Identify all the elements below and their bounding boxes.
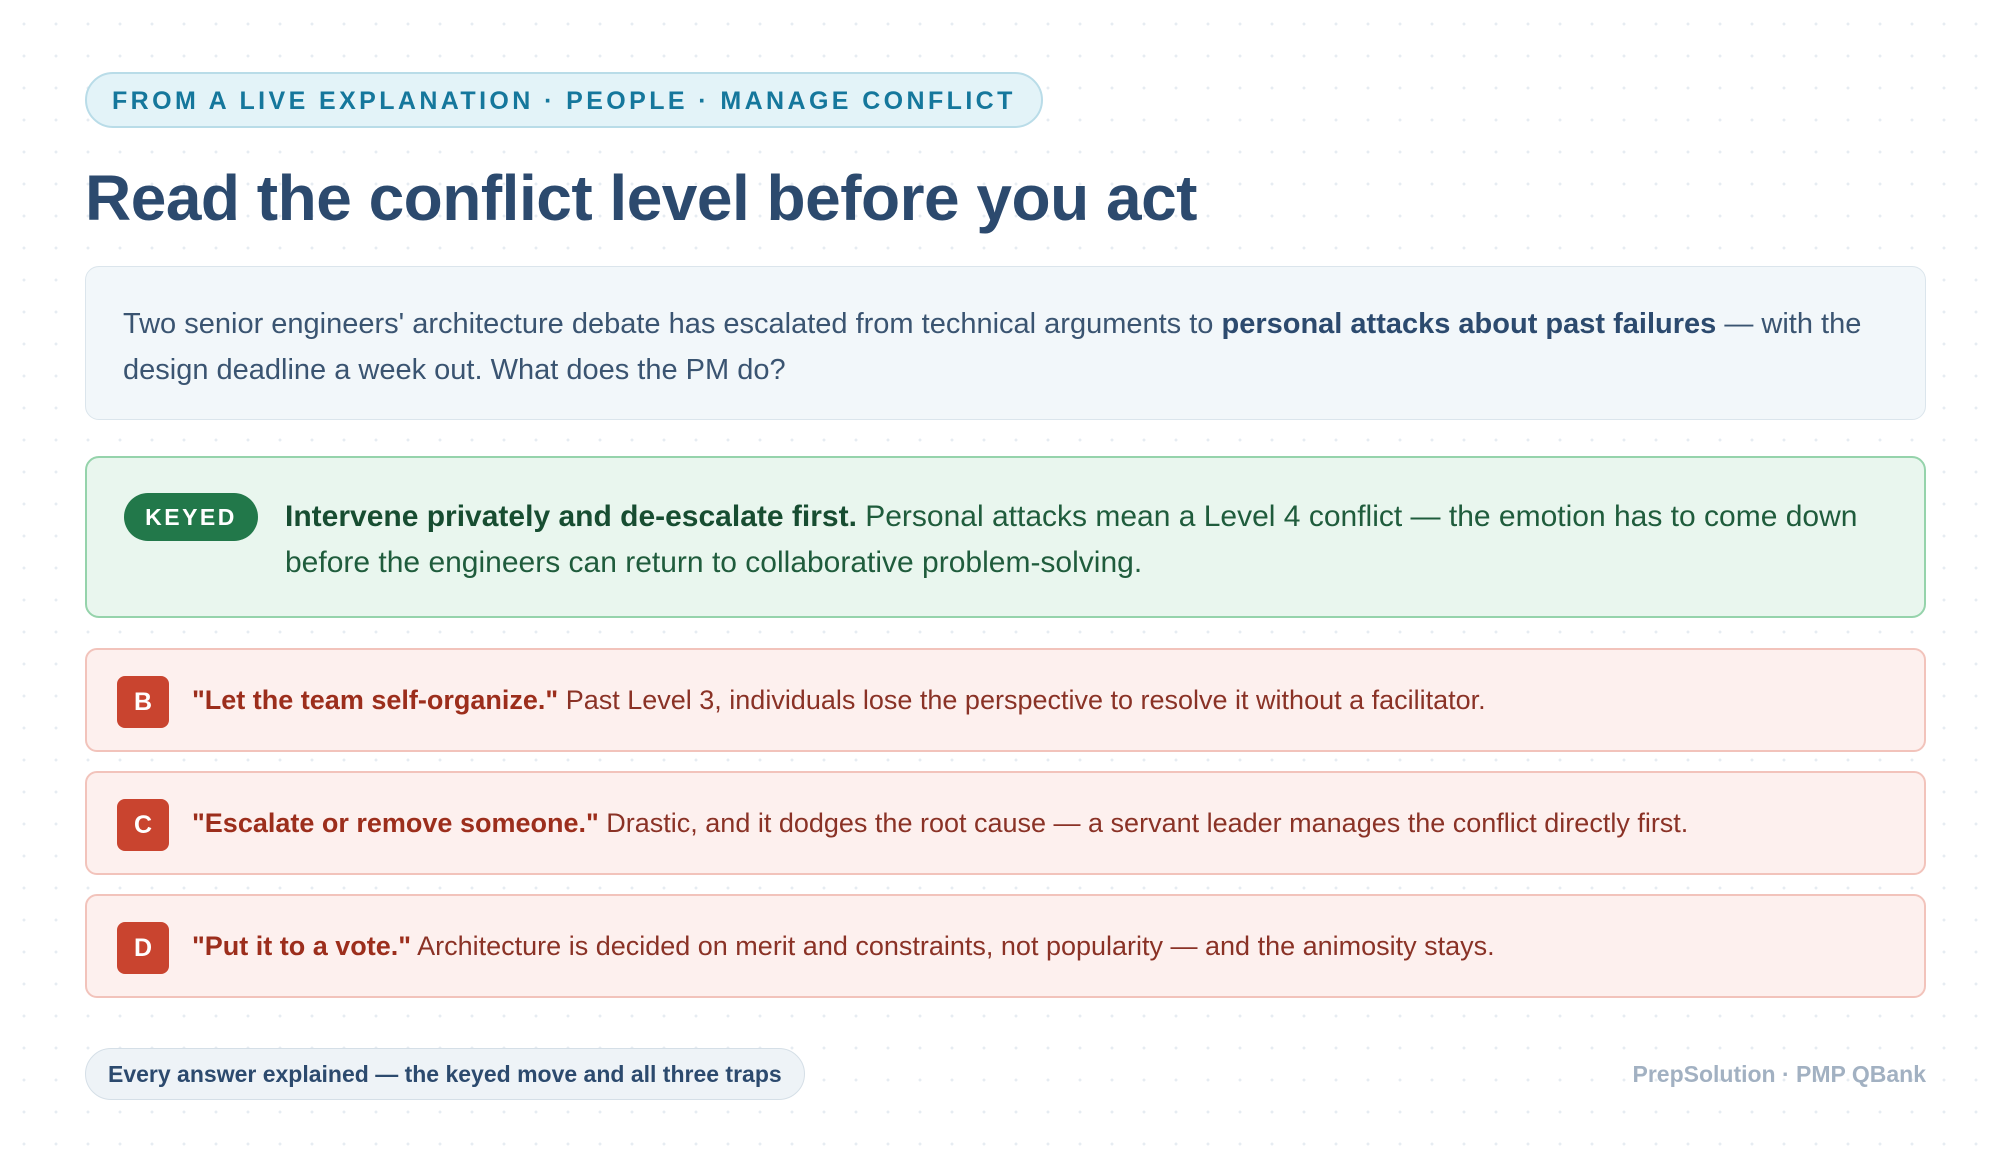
trap-text: [192, 931, 1495, 962]
trap-text: [192, 808, 1688, 839]
trap-body: Architecture is decided on merit and constraints, not popularity — and the animosity stays.: [411, 930, 1495, 961]
trap-card-d: [85, 894, 1926, 998]
footer: [85, 1048, 1926, 1100]
page-title: Read the conflict level before you act: [85, 162, 1197, 234]
trap-lead: "Let the team self-organize.": [192, 684, 559, 715]
footer-summary-pill: Every answer explained — the keyed move and all three traps: [85, 1048, 805, 1100]
trap-lead: "Escalate or remove someone.": [192, 807, 599, 838]
brand-label: PrepSolution · PMP QBank: [1632, 1061, 1926, 1087]
keyed-answer-card: [85, 456, 1926, 618]
question-text-end: — with the design deadline a week out. What does the PM do?: [123, 308, 1862, 386]
trap-lead: "Put it to a vote.": [192, 930, 412, 961]
keyed-answer-text: [285, 494, 1884, 586]
keyed-badge: KEYED: [124, 493, 258, 541]
trap-text: [192, 685, 1486, 716]
question-text-start: Two senior engineers' architecture debate has escalated from technical arguments to: [123, 308, 1222, 340]
category-eyebrow-tag: FROM A LIVE EXPLANATION · PEOPLE · MANAGE CONFLICT: [85, 72, 1043, 128]
trap-letter-badge: C: [117, 799, 169, 851]
keyed-answer-body: Personal attacks mean a Level 4 conflict — the emotion has to come down before the engineers can return to collaborative problem-solving.: [285, 500, 1858, 579]
question-emphasis: personal attacks about past failures: [1221, 308, 1717, 340]
slide: [85, 72, 1926, 998]
trap-card-b: [85, 648, 1926, 752]
trap-card-c: [85, 771, 1926, 875]
question-card: [85, 266, 1926, 420]
trap-letter-badge: B: [117, 676, 169, 728]
trap-body: Drastic, and it dodges the root cause — a servant leader manages the conflict directly first.: [598, 807, 1689, 838]
trap-body: Past Level 3, individuals lose the perspective to resolve it without a facilitator.: [558, 684, 1486, 715]
keyed-answer-lead: Intervene privately and de-escalate first.: [285, 500, 857, 533]
trap-letter-badge: D: [117, 922, 169, 974]
